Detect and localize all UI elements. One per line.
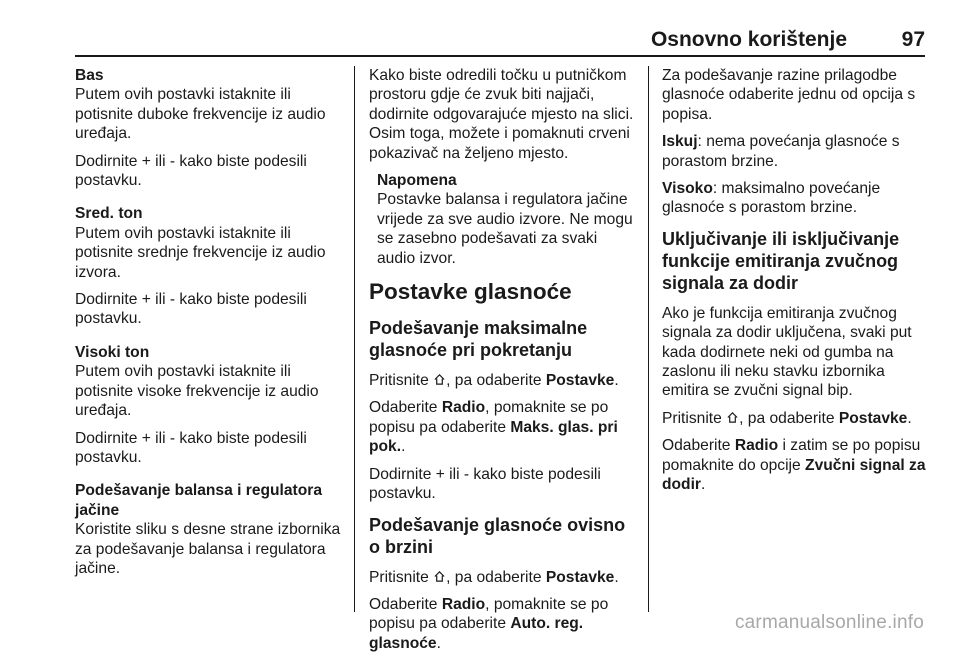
paragraph: Iskuj: nema povećanja glasnoće s porastom brzine. xyxy=(662,133,900,170)
paragraph: Putem ovih postavki istaknite ili potisnite visoke frekvencije iz audio uređaja. xyxy=(75,363,319,420)
column-1 xyxy=(75,66,347,586)
paragraph: Kako biste odredili točku u putničkom prostoru gdje će zvuk biti najjači, dodirnite odgovarajuće mjesto na slici. Osim toga, možete i pomaknuti crveni pokazivač na željeno mjesto. xyxy=(369,67,634,162)
paragraph: Pritisnite , pa odaberite Postavke. xyxy=(369,372,619,390)
home-icon xyxy=(726,411,739,424)
subheading-touch-beep: Uključivanje ili isključivanje funkcije emitiranja zvučnog signala za dodir xyxy=(662,228,900,293)
paragraph: Koristite sliku s desne strane izbornika za podešavanje balansa i regulatora jačine. xyxy=(75,521,341,577)
heading-bas: Bas xyxy=(75,67,104,84)
paragraph: Odaberite Radio, pomaknite se po popisu pa odaberite Maks. glas. pri pok.. xyxy=(369,399,618,456)
paragraph: Dodirnite + ili - kako biste podesili postavku. xyxy=(75,429,307,466)
home-icon xyxy=(433,373,446,386)
note-text: Postavke balansa i regulatora jačine vrijede za sve audio izvore. Ne mogu se zasebno podešavati za svaki audio izvor. xyxy=(377,191,633,267)
paragraph: Odaberite Radio i zatim se po popisu pomaknite do opcije Zvučni signal za dodir. xyxy=(662,437,926,494)
watermark: carmanualsonline.info xyxy=(734,612,924,633)
note-box xyxy=(369,171,637,268)
heading-sred-ton: Sred. ton xyxy=(75,205,143,223)
subheading-max-volume: Podešavanje maksimalne glasnoće pri pokretanju xyxy=(369,318,588,361)
section-heading-volume: Postavke glasnoće xyxy=(369,279,572,305)
paragraph: Dodirnite + ili - kako biste podesili postavku. xyxy=(75,152,307,190)
paragraph: Dodirnite + ili - kako biste podesili postavku. xyxy=(75,291,307,328)
column-divider xyxy=(354,66,355,612)
paragraph: Pritisnite , pa odaberite Postavke. xyxy=(369,568,619,586)
paragraph: Pritisnite , pa odaberite Postavke. xyxy=(662,409,912,427)
page-title: Osnovno korištenje xyxy=(650,28,847,51)
paragraph: Dodirnite + ili - kako biste podesili postavku. xyxy=(369,465,601,503)
heading-balans: Podešavanje balansa i regulatora jačine xyxy=(75,482,323,519)
column-2 xyxy=(369,66,637,661)
paragraph: Putem ovih postavki istaknite ili potisnite srednje frekvencije iz audio izvora. xyxy=(75,224,326,281)
home-icon xyxy=(433,570,446,583)
paragraph: Visoko: maksimalno povećanje glasnoće s porastom brzine. xyxy=(662,180,881,217)
paragraph: Ako je funkcija emitiranja zvučnog signala za dodir uključena, svaki put kada dodirnete neki od gumba na zaslonu ili neku stavku izbornika emitira se zvučni signal bip. xyxy=(662,304,912,400)
paragraph: Odaberite Radio, pomaknite se po popisu pa odaberite Auto. reg. glasnoće. xyxy=(369,595,609,652)
subheading-speed-volume: Podešavanje glasnoće ovisno o brzini xyxy=(369,514,626,557)
note-title: Napomena xyxy=(377,172,457,190)
heading-visoki-ton: Visoki ton xyxy=(75,343,150,361)
column-divider xyxy=(648,66,649,612)
page-header xyxy=(75,27,925,57)
column-3 xyxy=(662,66,926,503)
paragraph: Putem ovih postavki istaknite ili potisnite duboke frekvencije iz audio uređaja. xyxy=(75,86,326,143)
page-number: 97 xyxy=(901,28,925,51)
paragraph: Za podešavanje razine prilagodbe glasnoće odaberite jednu od opcija s popisa. xyxy=(662,67,916,123)
